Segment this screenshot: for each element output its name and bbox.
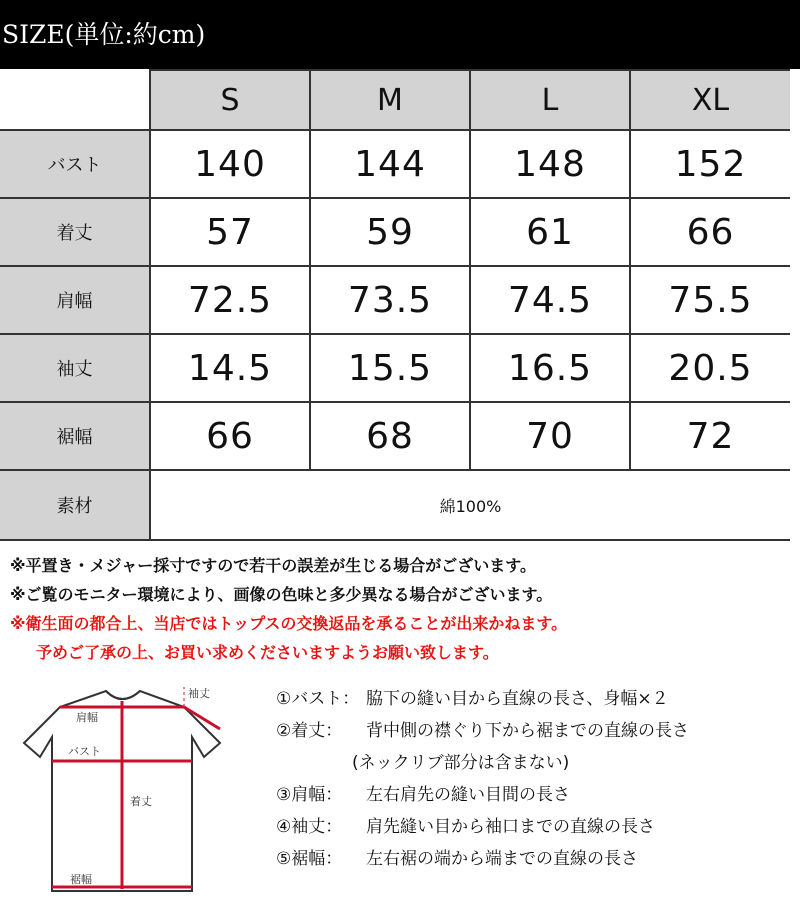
row-label-material: 素材 <box>0 470 150 540</box>
table-header-row <box>0 70 790 130</box>
legend-shoulder-label: ③肩幅： <box>276 785 343 805</box>
legend-length-note-text: (ネックリブ部分は含まない) <box>352 753 570 773</box>
note-measurement: ※平置き・メジャー採寸ですので若干の誤差が生じる場合がございます。 <box>10 556 536 575</box>
legend-sleeve-text: 肩先縫い目から袖口までの直線の長さ <box>366 817 655 837</box>
note-no-returns: ※衛生面の都合上、当店ではトップスの交換返品を承ることが出来かねます。 <box>10 614 568 633</box>
table-row-sleeve <box>0 334 790 402</box>
legend-sleeve-label: ④袖丈： <box>276 817 343 837</box>
table-row-material <box>0 470 790 540</box>
note-monitor: ※ご覧のモニター環境により、画像の色味と多少異なる場合がございます。 <box>10 585 553 604</box>
legend-length-label: ②着丈： <box>276 721 343 741</box>
table-cell: 59 <box>310 198 470 266</box>
table-cell: 16.5 <box>470 334 630 402</box>
legend-shoulder-text: 左右肩先の縫い目間の長さ <box>366 785 570 805</box>
table-cell: 57 <box>150 198 310 266</box>
row-label-sleeve: 袖丈 <box>0 334 150 402</box>
table-cell: 20.5 <box>630 334 790 402</box>
table-cell: 14.5 <box>150 334 310 402</box>
row-label-bust: バスト <box>0 130 150 198</box>
table-row-hem <box>0 402 790 470</box>
row-label-shoulder: 肩幅 <box>0 266 150 334</box>
row-label-hem: 裾幅 <box>0 402 150 470</box>
table-cell: 66 <box>150 402 310 470</box>
legend-length <box>276 715 796 747</box>
table-cell: 72 <box>630 402 790 470</box>
table-cell: 73.5 <box>310 266 470 334</box>
size-table <box>0 69 790 541</box>
legend-shoulder <box>276 779 796 811</box>
measurement-legend <box>276 683 796 875</box>
size-header-xl: XL <box>630 70 790 130</box>
legend-length-text: 背中側の襟ぐり下から裾までの直線の長さ <box>366 721 689 741</box>
diagram-label-sleeve: 袖丈 <box>188 687 210 700</box>
legend-hem <box>276 843 796 875</box>
notes-section <box>10 551 800 667</box>
legend-length-note <box>276 747 796 779</box>
legend-hem-label: ⑤裾幅： <box>276 849 343 869</box>
legend-bust-label: ①バスト： <box>276 689 360 709</box>
table-cell: 15.5 <box>310 334 470 402</box>
legend-sleeve <box>276 811 796 843</box>
table-cell: 61 <box>470 198 630 266</box>
diagram-label-length: 着丈 <box>130 795 152 808</box>
table-row-bust <box>0 130 790 198</box>
tshirt-measurement-diagram <box>22 673 222 893</box>
table-cell: 74.5 <box>470 266 630 334</box>
material-value: 綿100% <box>150 470 790 540</box>
table-cell: 148 <box>470 130 630 198</box>
legend-hem-text: 左右裾の端から端までの直線の長さ <box>366 849 638 869</box>
table-row-shoulder <box>0 266 790 334</box>
size-header-s: S <box>150 70 310 130</box>
diagram-label-shoulder: 肩幅 <box>76 711 98 724</box>
table-row-length <box>0 198 790 266</box>
table-cell: 152 <box>630 130 790 198</box>
table-cell: 144 <box>310 130 470 198</box>
table-corner-cell <box>0 70 150 130</box>
size-header-l: L <box>470 70 630 130</box>
table-cell: 70 <box>470 402 630 470</box>
size-header-m: M <box>310 70 470 130</box>
page-title: SIZE(単位:約cm) <box>0 0 800 69</box>
table-cell: 66 <box>630 198 790 266</box>
diagram-label-bust: バスト <box>68 745 101 758</box>
row-label-length: 着丈 <box>0 198 150 266</box>
note-acknowledge: 予めご了承の上、お買い求めくださいますようお願い致します。 <box>36 643 499 662</box>
table-cell: 140 <box>150 130 310 198</box>
legend-bust <box>276 683 796 715</box>
table-cell: 68 <box>310 402 470 470</box>
table-cell: 75.5 <box>630 266 790 334</box>
legend-bust-text: 脇下の縫い目から直線の長さ、身幅×２ <box>366 689 669 709</box>
table-cell: 72.5 <box>150 266 310 334</box>
diagram-label-hem: 裾幅 <box>70 873 92 886</box>
